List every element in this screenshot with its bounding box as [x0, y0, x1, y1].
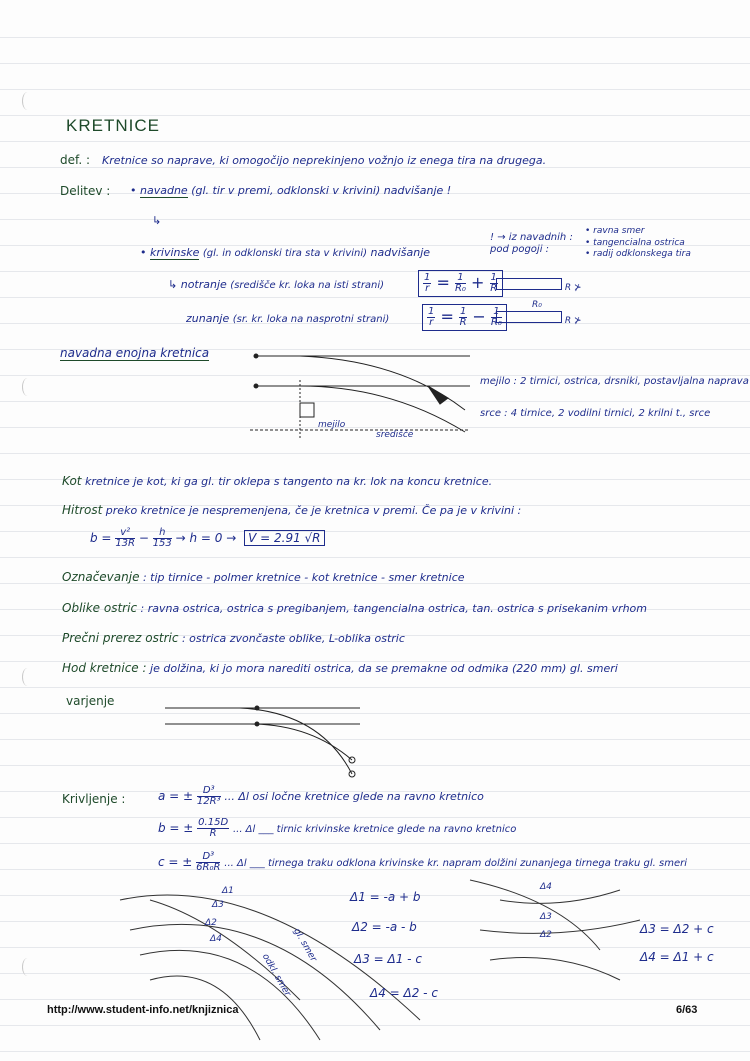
krivinske-desc: (gl. in odklonski tira sta v krivini) [202, 248, 368, 259]
definition-text: Kretnice so naprave, ki omogočijo neprekinjeno vožnjo iz enega tira na drugega. [102, 154, 547, 167]
curve-label: Δ3 [212, 900, 224, 910]
diagram-label-sredisce: središče [376, 430, 414, 440]
prerez-text: : ostrica zvončaste oblike, L-oblika ostric [181, 632, 405, 645]
definition-label: def. : [60, 153, 91, 167]
eq-d1: Δ1 = -a + b [350, 890, 421, 904]
hitrost [62, 503, 521, 517]
notranje-sketch: R ⊁ [496, 278, 582, 294]
cond-item: • ravna smer [585, 226, 645, 236]
mejilo-note: mejilo : 2 tirnici, ostrica, drsniki, postavljalna naprava [480, 376, 749, 387]
curve-label: odkl. smer [259, 952, 293, 999]
formula-c-note: ... Δl ___ tirnega traku odklona krivinske kr. napram dolžini zunanjega tirnega traku gl. smeri [224, 858, 687, 869]
hitrost-result: V = 2.91 √R [244, 530, 324, 546]
varjenje-diagram [165, 706, 360, 777]
notranje-formula: $\frac{1}{r}$ = $\frac{1}{\text{R₀}}$ + $\frac{1}{R}$ [418, 270, 503, 297]
hitrost-formula: b = $\frac{\text{v²}}{13R}$ − $\frac{h}{153}$ → h = 0 → V = 2.91 √R [90, 528, 325, 549]
oblike-ostric [62, 601, 647, 615]
eq-d4: Δ4 = Δ2 - c [370, 986, 438, 1000]
cond-pogoji: pod pogoji : [490, 244, 550, 255]
hitrost-label: Hitrost [62, 503, 103, 517]
krivljenje-label: Krivljenje : [62, 792, 126, 806]
formula-b: b = ± $\frac{0.15D}{R}$ ... Δl ___ tirnic krivinske kretnice glede na ravno kretnico [158, 817, 517, 839]
turnout-schematic [250, 354, 470, 440]
cond-navadnih: ! → iz navadnih : [490, 232, 573, 243]
curve-label: Δ4 [540, 882, 552, 892]
page-number: 6/63 [676, 1004, 698, 1016]
kot-text: kretnice je kot, ki ga gl. tir oklepa s tangento na kr. lok na koncu kretnice. [85, 475, 493, 488]
eq-r-d3: Δ3 = Δ2 + c [640, 922, 714, 936]
precni-prerez [62, 631, 405, 645]
curve-label: Δ4 [210, 934, 222, 944]
hod-label: Hod kretnice : [62, 661, 147, 675]
oznacevanje-text: : tip tirnice - polmer kretnice - kot kretnice - smer kretnice [142, 571, 465, 584]
zunanje-desc: (sr. kr. loka na nasprotni strani) [232, 314, 390, 325]
zunanje-sketch: R₀ R ⊁ [496, 300, 582, 327]
curve-label: gl. smer [291, 926, 319, 964]
sredisce-note: srce : 4 tirnice, 2 vodilni tirnici, 2 krilni t., srce [480, 408, 711, 419]
prerez-label: Prečni prerez ostric [62, 631, 179, 645]
diagram-label-mejilo: mejilo [318, 420, 346, 430]
cond-item: • radij odklonskega tira [585, 249, 691, 260]
section-navadna-title: navadna enojna kretnica [60, 346, 210, 360]
formula-c: c = ± $\frac{\text{D³}}{\text{6R₀R}}$ ... Δl ___ tirnega traku odklona krivinske kr. napram dolžini zunanjega tirnega traku gl. smeri [158, 851, 687, 873]
curve-label: Δ2 [540, 930, 552, 940]
eq-r-d4: Δ4 = Δ1 + c [640, 950, 714, 964]
kot-label: Kot [62, 474, 82, 488]
krivinske-term: krivinske [150, 246, 200, 259]
varjenje-label: varjenje [66, 694, 115, 708]
hod-kretnice [62, 661, 618, 675]
kot-kretnice [62, 474, 492, 488]
curve-label: Δ3 [540, 912, 552, 922]
hod-text: je dolžina, ki jo mora narediti ostrica, da se premakne od odmika (220 mm) gl. smeri [150, 662, 618, 675]
formula-a: a = ± $\frac{\text{D³}}{\text{12R³}}$ ... Δl osi ločne kretnice glede na ravno kretnico [158, 785, 484, 807]
formula-b-note: ... Δl ___ tirnic krivinske kretnice glede na ravno kretnico [232, 824, 517, 835]
krivljenje-curves-right [470, 880, 640, 980]
oblike-text: : ravna ostrica, ostrica s pregibanjem, tangencialna ostrica, tan. ostrica s prisekanim vrhom [140, 602, 648, 615]
krivinske-line: • krivinske (gl. in odklonski tira sta v krivini) nadvišanje [140, 246, 431, 259]
navadne-note: nadvišanje ! [383, 184, 452, 197]
notranje-line: ↳ notranje (središče kr. loka na isti strani) [168, 278, 385, 291]
page-title: KRETNICE [66, 116, 160, 135]
oznacevanje-label: Označevanje [62, 570, 140, 584]
oblike-label: Oblike ostric [62, 601, 138, 615]
eq-d2: Δ2 = -a - b [352, 920, 417, 934]
zunanje-formula: $\frac{1}{r}$ = $\frac{1}{R}$ − $\frac{1}{\text{R₀}}$ [422, 304, 507, 331]
navadne-line: • navadne (gl. tir v premi, odklonski v krivini) nadvišanje ! [130, 184, 452, 197]
navadne-term: navadne [140, 184, 188, 197]
notranje-term: notranje [180, 278, 227, 291]
navadne-types: ↳ [152, 214, 162, 227]
division-label: Delitev : [60, 184, 111, 198]
oznacevanje [62, 570, 465, 584]
curve-label: Δ2 [205, 918, 217, 928]
footer-url: http://www.student-info.net/knjiznica [47, 1004, 239, 1016]
hitrost-arrow: → h = 0 → [175, 531, 237, 545]
zunanje-term: zunanje [186, 312, 230, 325]
curve-label: Δ1 [222, 886, 234, 896]
formula-a-note: ... Δl osi ločne kretnice glede na ravno kretnico [224, 790, 484, 803]
cond-item: • tangencialna ostrica [585, 237, 685, 248]
eq-d3: Δ3 = Δ1 - c [354, 952, 422, 966]
navadne-desc: (gl. tir v premi, odklonski v krivini) [191, 184, 381, 197]
hitrost-text: preko kretnice je nespremenjena, če je kretnica v premi. Če pa je v krivini : [105, 504, 522, 517]
notranje-desc: (središče kr. loka na isti strani) [230, 280, 385, 291]
krivinske-note: nadvišanje [370, 246, 431, 259]
